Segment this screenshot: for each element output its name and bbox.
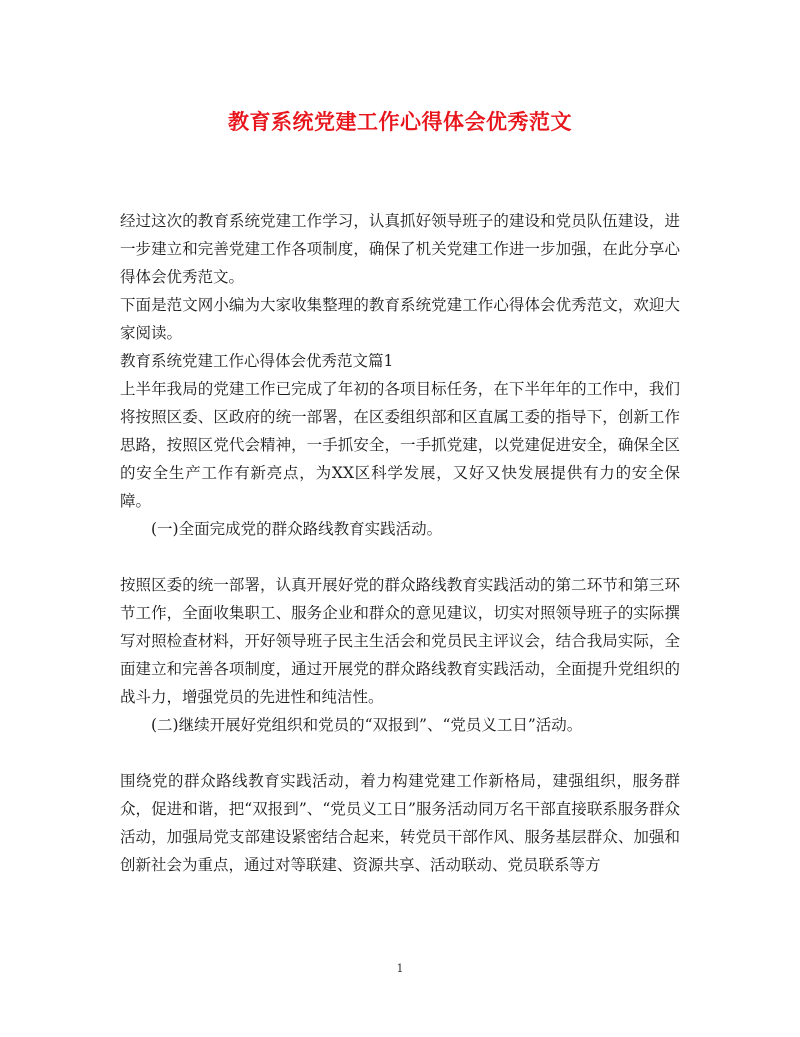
section-heading: 教育系统党建工作心得体会优秀范文篇1	[120, 352, 394, 370]
intro-paragraph: 经过这次的教育系统党建工作学习，认真抓好领导班子的建设和党员队伍建设，进一步建立和完善党建工作各项制度，确保了机关党建工作进一步加强，在此分享心得体会优秀范文。	[120, 212, 680, 286]
subsection-heading: (一)全面完成党的群众路线教育实践活动。	[151, 520, 443, 538]
subsection-heading: (二)继续开展好党组织和党员的“双报到”、“党员义工日”活动。	[151, 716, 583, 734]
page-number: 1	[396, 962, 404, 975]
editor-note-paragraph: 下面是范文网小编为大家收集整理的教育系统党建工作心得体会优秀范文，欢迎大家阅读。	[120, 296, 680, 342]
body-paragraph: 上半年我局的党建工作已完成了年初的各项目标任务，在下半年年的工作中，我们将按照区委、区政府的统一部署，在区委组织部和区直属工委的指导下，创新工作思路，按照区党代会精神，一手抓安全，一手抓党建，以党建促进安全，确保全区的安全生产工作有新亮点，为XX区科学发展，又好又快发展提供有力的安全保障。	[120, 380, 680, 510]
body-paragraph: 按照区委的统一部署，认真开展好党的群众路线教育实践活动的第二环节和第三环节工作，全面收集职工、服务企业和群众的意见建议，切实对照领导班子的实际撰写对照检查材料，开好领导班子民主生活会和党员民主评议会，结合我局实际，全面建立和完善各项制度，通过开展党的群众路线教育实践活动，全面提升党组织的战斗力，增强党员的先进性和纯洁性。	[120, 576, 680, 706]
document-title: 教育系统党建工作心得体会优秀范文	[228, 109, 572, 134]
document-body	[120, 207, 680, 879]
body-paragraph: 围绕党的群众路线教育实践活动，着力构建党建工作新格局，建强组织，服务群众，促进和谐，把“双报到”、“党员义工日”服务活动同万名干部直接联系服务群众活动，加强局党支部建设紧密结合起来，转党员干部作风、服务基层群众、加强和创新社会为重点，通过对等联建、资源共享、活动联动、党员联系等方	[120, 772, 680, 874]
